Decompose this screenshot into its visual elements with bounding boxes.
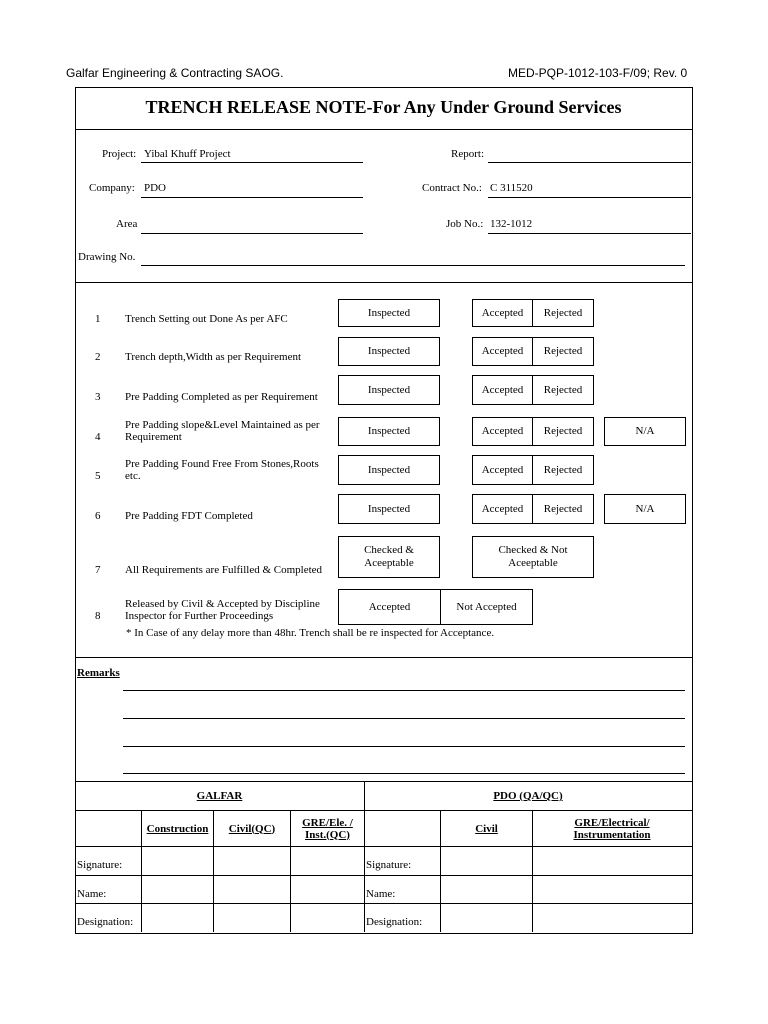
area-underline [141,233,363,234]
item-number: 7 [95,564,101,576]
company-label: Company: [89,182,135,194]
name-label: Name: [366,888,396,900]
company-header: Galfar Engineering & Contracting SAOG. [66,66,284,80]
accepted-box[interactable]: Accepted [472,337,533,366]
form-title: TRENCH RELEASE NOTE-For Any Under Ground Services [145,97,622,117]
na-box[interactable]: N/A [604,494,686,524]
galfar-heading: GALFAR [196,790,243,802]
item-number: 2 [95,351,101,363]
report-label: Report: [451,148,484,160]
designation-label: Designation: [77,916,134,928]
signoff-row-divider [75,903,692,904]
item-number: 8 [95,610,101,622]
job-value[interactable]: 132-1012 [490,218,533,230]
remarks-label: Remarks [77,667,120,679]
rejected-box[interactable]: Rejected [532,417,594,446]
item-text-line1: Pre Padding slope&Level Maintained as per [125,419,320,431]
drawing-underline [141,265,685,266]
na-box[interactable]: N/A [604,417,686,446]
rejected-box[interactable]: Rejected [532,299,594,327]
contract-label: Contract No.: [422,182,482,194]
item-number: 3 [95,391,101,403]
project-label: Project: [102,148,137,160]
item-number: 4 [95,431,101,443]
rejected-box[interactable]: Rejected [532,455,594,485]
gre-electrical-column-header [533,811,691,846]
name-label: Name: [77,888,107,900]
inspected-box[interactable]: Inspected [338,455,440,485]
drawing-label: Drawing No. [78,251,136,263]
accepted-box[interactable]: Accepted [472,299,533,327]
construction-column-header: Construction [146,822,209,835]
info-divider [75,282,692,283]
project-underline [141,162,363,163]
delay-note: * In Case of any delay more than 48hr. Trench shall be re inspected for Acceptance. [126,627,495,639]
checked-not-acceptable-box[interactable] [472,536,594,578]
header-line2: Inst.(QC) [305,828,350,841]
signature-label: Signature: [366,859,412,871]
area-label: Area [116,218,138,230]
item-number: 1 [95,313,101,325]
checklist-divider [75,657,692,658]
header-line1: GRE/Ele. / [302,816,353,829]
inspected-box[interactable]: Inspected [338,375,440,405]
signoff-row-divider [75,875,692,876]
item-text: Trench depth,Width as per Requirement [125,351,302,363]
title-divider [75,129,692,130]
inspected-box[interactable]: Inspected [338,494,440,524]
civil-column-header: Civil [475,822,498,835]
header-line1: GRE/Electrical/ [574,816,650,829]
box-text-line2: Aceeptable [508,557,558,569]
rejected-box[interactable]: Rejected [532,337,594,366]
header-line2: Instrumentation [573,828,651,841]
project-value[interactable]: Yibal Khuff Project [144,148,231,160]
item-number: 6 [95,510,101,522]
item-text-line1: Released by Civil & Accepted by Discipline [125,598,320,610]
remarks-line[interactable] [123,718,685,719]
inspected-box[interactable]: Inspected [338,337,440,366]
gre-column-header [291,811,364,846]
civil-qc-column-header: Civil(QC) [228,822,276,835]
inspected-box[interactable]: Inspected [338,299,440,327]
accepted-box[interactable]: Accepted [472,494,533,524]
contract-value[interactable]: C 311520 [490,182,533,194]
contract-underline [488,197,691,198]
item-text-line1: Pre Padding Found Free From Stones,Roots [125,458,319,470]
company-value[interactable]: PDO [144,182,167,194]
accepted-box[interactable]: Accepted [472,417,533,446]
designation-label: Designation: [366,916,423,928]
item-text: Trench Setting out Done As per AFC [125,313,288,325]
item-text-line2: Requirement [125,431,182,443]
accepted-box[interactable]: Accepted [472,375,533,405]
job-underline [488,233,691,234]
accepted-box[interactable]: Accepted [472,455,533,485]
company-underline [141,197,363,198]
item-text-line2: Inspector for Further Proceedings [125,610,274,622]
item-text: Pre Padding FDT Completed [125,510,253,522]
box-text-line1: Checked & Not [498,544,568,556]
remarks-line[interactable] [123,690,685,691]
rejected-box[interactable]: Rejected [532,494,594,524]
box-text-line2: Aceeptable [364,557,414,569]
remarks-line[interactable] [123,773,685,774]
signature-label: Signature: [77,859,123,871]
accepted-box[interactable]: Accepted [338,589,441,625]
box-text-line1: Checked & [364,544,414,556]
item-text-line2: etc. [125,470,141,482]
item-text: All Requirements are Fulfilled & Completed [125,564,323,576]
document-reference: MED-PQP-1012-103-F/09; Rev. 0 [508,66,688,80]
inspected-box[interactable]: Inspected [338,417,440,446]
pdo-heading: PDO (QA/QC) [493,790,563,802]
signoff-row-divider [75,846,692,847]
remarks-line[interactable] [123,746,685,747]
rejected-box[interactable]: Rejected [532,375,594,405]
checked-acceptable-box[interactable] [338,536,440,578]
not-accepted-box[interactable]: Not Accepted [440,589,533,625]
job-label: Job No.: [446,218,484,230]
report-underline [488,162,691,163]
item-text: Pre Padding Completed as per Requirement [125,391,318,403]
item-number: 5 [95,470,101,482]
